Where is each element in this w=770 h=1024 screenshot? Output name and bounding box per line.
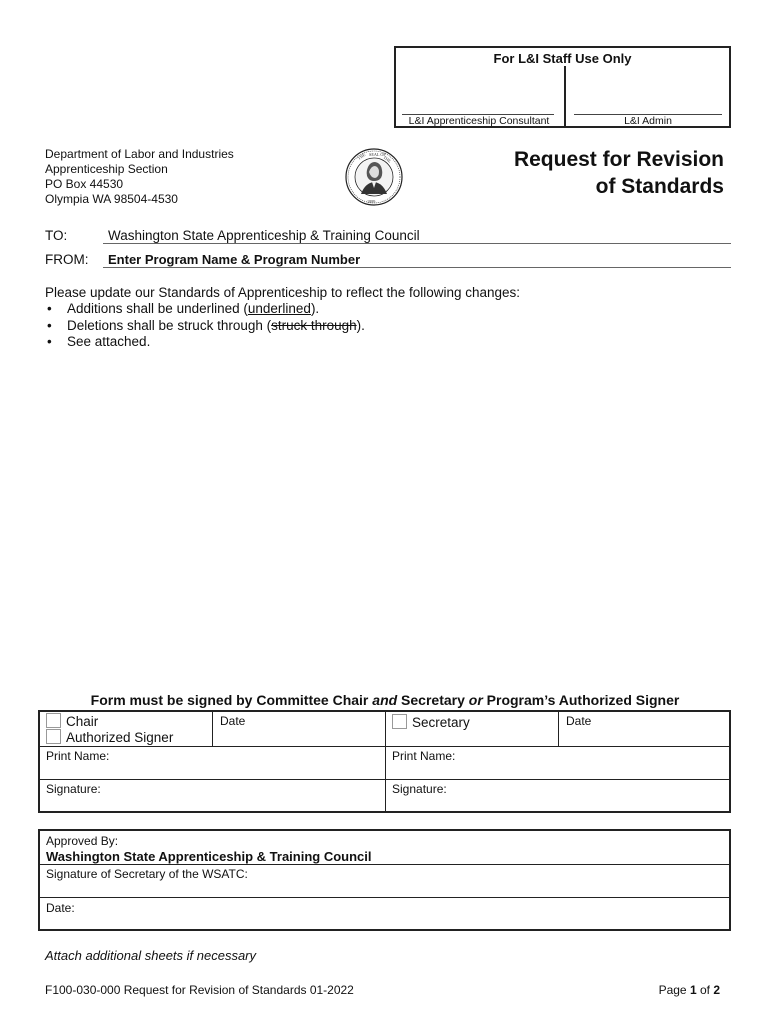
- authorized-signer-option[interactable]: Authorized Signer: [46, 729, 173, 745]
- address-line: Olympia WA 98504-4530: [45, 192, 178, 206]
- bullet-icon: •: [47, 317, 52, 333]
- from-label: FROM:: [45, 252, 89, 267]
- approval-divider: [40, 897, 729, 898]
- consultant-label: L&I Apprenticeship Consultant: [408, 115, 550, 127]
- form-title: [514, 146, 724, 200]
- staff-use-title: For L&I Staff Use Only: [493, 51, 632, 66]
- form-title-line1: Request for Revision: [513, 148, 724, 171]
- to-label: TO:: [45, 228, 68, 243]
- bullet-icon: •: [47, 334, 52, 349]
- page-number: Page 1 of 2: [658, 983, 720, 997]
- date-right-label: Date: [566, 714, 592, 728]
- bullet-icon: •: [47, 301, 52, 316]
- grid-divider: [212, 712, 213, 746]
- date-left-label: Date: [220, 714, 246, 728]
- signature-right-label: Signature:: [392, 782, 447, 796]
- grid-divider: [40, 746, 729, 747]
- signature-grid: [38, 710, 731, 813]
- list-item: • Additions shall be underlined (underlined).: [47, 301, 320, 316]
- staff-use-box: [394, 46, 731, 128]
- secretary-option[interactable]: Secretary: [392, 714, 470, 730]
- svg-text:THE: THE: [356, 152, 367, 161]
- form-title-line2: of Standards: [595, 175, 724, 198]
- approved-by-label: Approved By:: [46, 834, 119, 848]
- underline-example: underlined: [247, 301, 311, 316]
- strikethrough-example: struck through: [271, 317, 357, 333]
- print-name-right-label: Print Name:: [392, 749, 456, 763]
- svg-text:SEAL OF: SEAL OF: [369, 152, 386, 157]
- department-address: [45, 147, 234, 207]
- instructions-list: [45, 301, 365, 351]
- signature-requirement-heading: Form must be signed by Committee Chair and Secretary or Program’s Authorized Signer: [90, 692, 680, 708]
- form-id: F100-030-000 Request for Revision of Standards 01-2022: [45, 983, 354, 997]
- grid-divider: [385, 712, 386, 811]
- address-line: Department of Labor and Industries: [45, 147, 234, 161]
- grid-divider: [40, 779, 729, 780]
- print-name-left-label: Print Name:: [46, 749, 110, 763]
- chair-checkbox[interactable]: [46, 713, 61, 728]
- chair-option[interactable]: Chair: [46, 713, 98, 729]
- wsatc-signature-label: Signature of Secretary of the WSATC:: [46, 867, 248, 881]
- signature-left-label: Signature:: [46, 782, 101, 796]
- to-field[interactable]: Washington State Apprenticeship & Training Council: [103, 228, 731, 244]
- list-item: • See attached.: [47, 334, 151, 349]
- approval-divider: [40, 864, 729, 865]
- address-line: Apprenticeship Section: [45, 162, 168, 176]
- secretary-checkbox[interactable]: [392, 714, 407, 729]
- approval-date-label: Date:: [46, 901, 75, 915]
- grid-divider: [558, 712, 559, 746]
- washington-state-seal-icon: [345, 148, 403, 206]
- approval-box: [38, 829, 731, 931]
- svg-text:1889: 1889: [367, 199, 376, 204]
- list-item: • Deletions shall be struck through (struck through).: [47, 317, 365, 333]
- council-name: Washington State Apprenticeship & Training Council: [46, 849, 372, 864]
- authorized-signer-checkbox[interactable]: [46, 729, 61, 744]
- instructions-intro: Please update our Standards of Apprenticeship to reflect the following changes:: [45, 285, 521, 300]
- admin-label: L&I Admin: [624, 115, 672, 127]
- svg-text:THE: THE: [382, 154, 392, 164]
- attach-note: Attach additional sheets if necessary: [45, 948, 257, 963]
- from-field[interactable]: Enter Program Name & Program Number: [103, 252, 731, 268]
- address-line: PO Box 44530: [45, 177, 124, 191]
